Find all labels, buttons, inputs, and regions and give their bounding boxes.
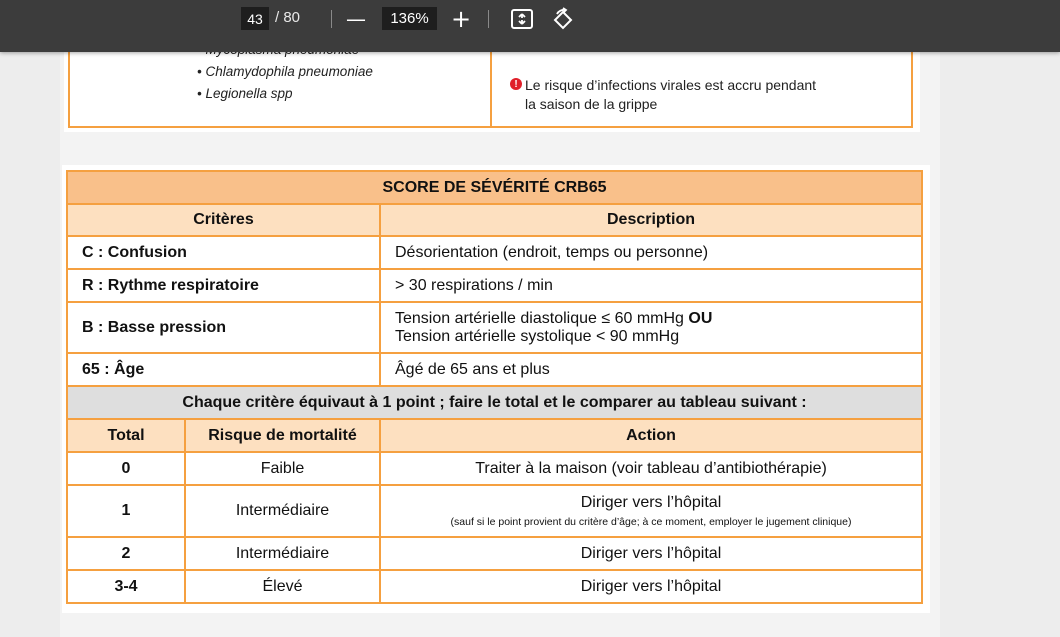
table-row	[67, 452, 922, 485]
action-cell: Traiter à la maison (voir tableau d’antibiothérapie)	[380, 452, 922, 485]
action-cell: Diriger vers l’hôpital	[380, 537, 922, 570]
table-row	[67, 570, 922, 603]
fit-page-icon[interactable]	[508, 6, 536, 32]
zoom-input[interactable]: 136%	[382, 7, 437, 30]
table-row	[67, 236, 922, 269]
total-cell: 2	[67, 537, 185, 570]
total-cell: 0	[67, 452, 185, 485]
table-row	[67, 537, 922, 570]
fragment-divider	[490, 40, 492, 128]
description-cell: Tension artérielle diastolique ≤ 60 mmHg OU Tension artérielle systolique < 90 mmHg	[380, 302, 922, 353]
description-cell: Désorientation (endroit, temps ou personne)	[380, 236, 922, 269]
pdf-toolbar	[0, 0, 1060, 52]
action-cell: Diriger vers l’hôpital	[380, 570, 922, 603]
criterion-cell: C : Confusion	[67, 236, 380, 269]
crb65-page	[62, 165, 930, 613]
column-header-criteria: Critères	[67, 204, 380, 236]
column-header-description: Description	[380, 204, 922, 236]
zoom-out-button[interactable]: —	[346, 7, 366, 31]
page-count: / 80	[275, 9, 301, 26]
total-cell: 1	[67, 485, 185, 537]
warning-icon: !	[510, 78, 522, 90]
criterion-cell: R : Rythme respiratoire	[67, 269, 380, 302]
table-row	[67, 269, 922, 302]
table-row	[67, 353, 922, 386]
total-cell: 3-4	[67, 570, 185, 603]
column-header-action: Action	[380, 419, 922, 452]
zoom-in-button[interactable]: +	[450, 5, 472, 33]
risk-cell: Intermédiaire	[185, 485, 380, 537]
column-header-total: Total	[67, 419, 185, 452]
bullet-item: • Chlamydophila pneumoniae	[197, 64, 373, 79]
instruction-row: Chaque critère équivaut à 1 point ; faire le total et le comparer au tableau suivant :	[67, 386, 922, 419]
table-row	[67, 485, 922, 537]
column-header-risk: Risque de mortalité	[185, 419, 380, 452]
bullet-item: • Legionella spp	[197, 86, 293, 101]
table-title: SCORE DE SÉVÉRITÉ CRB65	[67, 171, 922, 204]
description-cell: Âgé de 65 ans et plus	[380, 353, 922, 386]
description-cell: > 30 respirations / min	[380, 269, 922, 302]
toolbar-divider	[331, 10, 332, 28]
rotate-icon[interactable]	[549, 6, 577, 32]
previous-page-fragment	[64, 40, 920, 132]
crb65-table	[66, 170, 923, 604]
action-note: (sauf si le point provient du critère d’âge; à ce moment, employer le jugement clinique)	[450, 516, 852, 528]
risk-cell: Faible	[185, 452, 380, 485]
criterion-cell: B : Basse pression	[67, 302, 380, 353]
risk-cell: Intermédiaire	[185, 537, 380, 570]
toolbar-divider	[488, 10, 489, 28]
page-number-input[interactable]: 43	[241, 7, 269, 30]
table-row	[67, 302, 922, 353]
risk-cell: Élevé	[185, 570, 380, 603]
action-cell: Diriger vers l’hôpital (sauf si le point provient du critère d’âge; à ce moment, employer le jugement clinique)	[380, 485, 922, 537]
warning-text: Le risque d’infections virales est accru pendant la saison de la grippe	[525, 77, 817, 112]
criterion-cell: 65 : Âge	[67, 353, 380, 386]
